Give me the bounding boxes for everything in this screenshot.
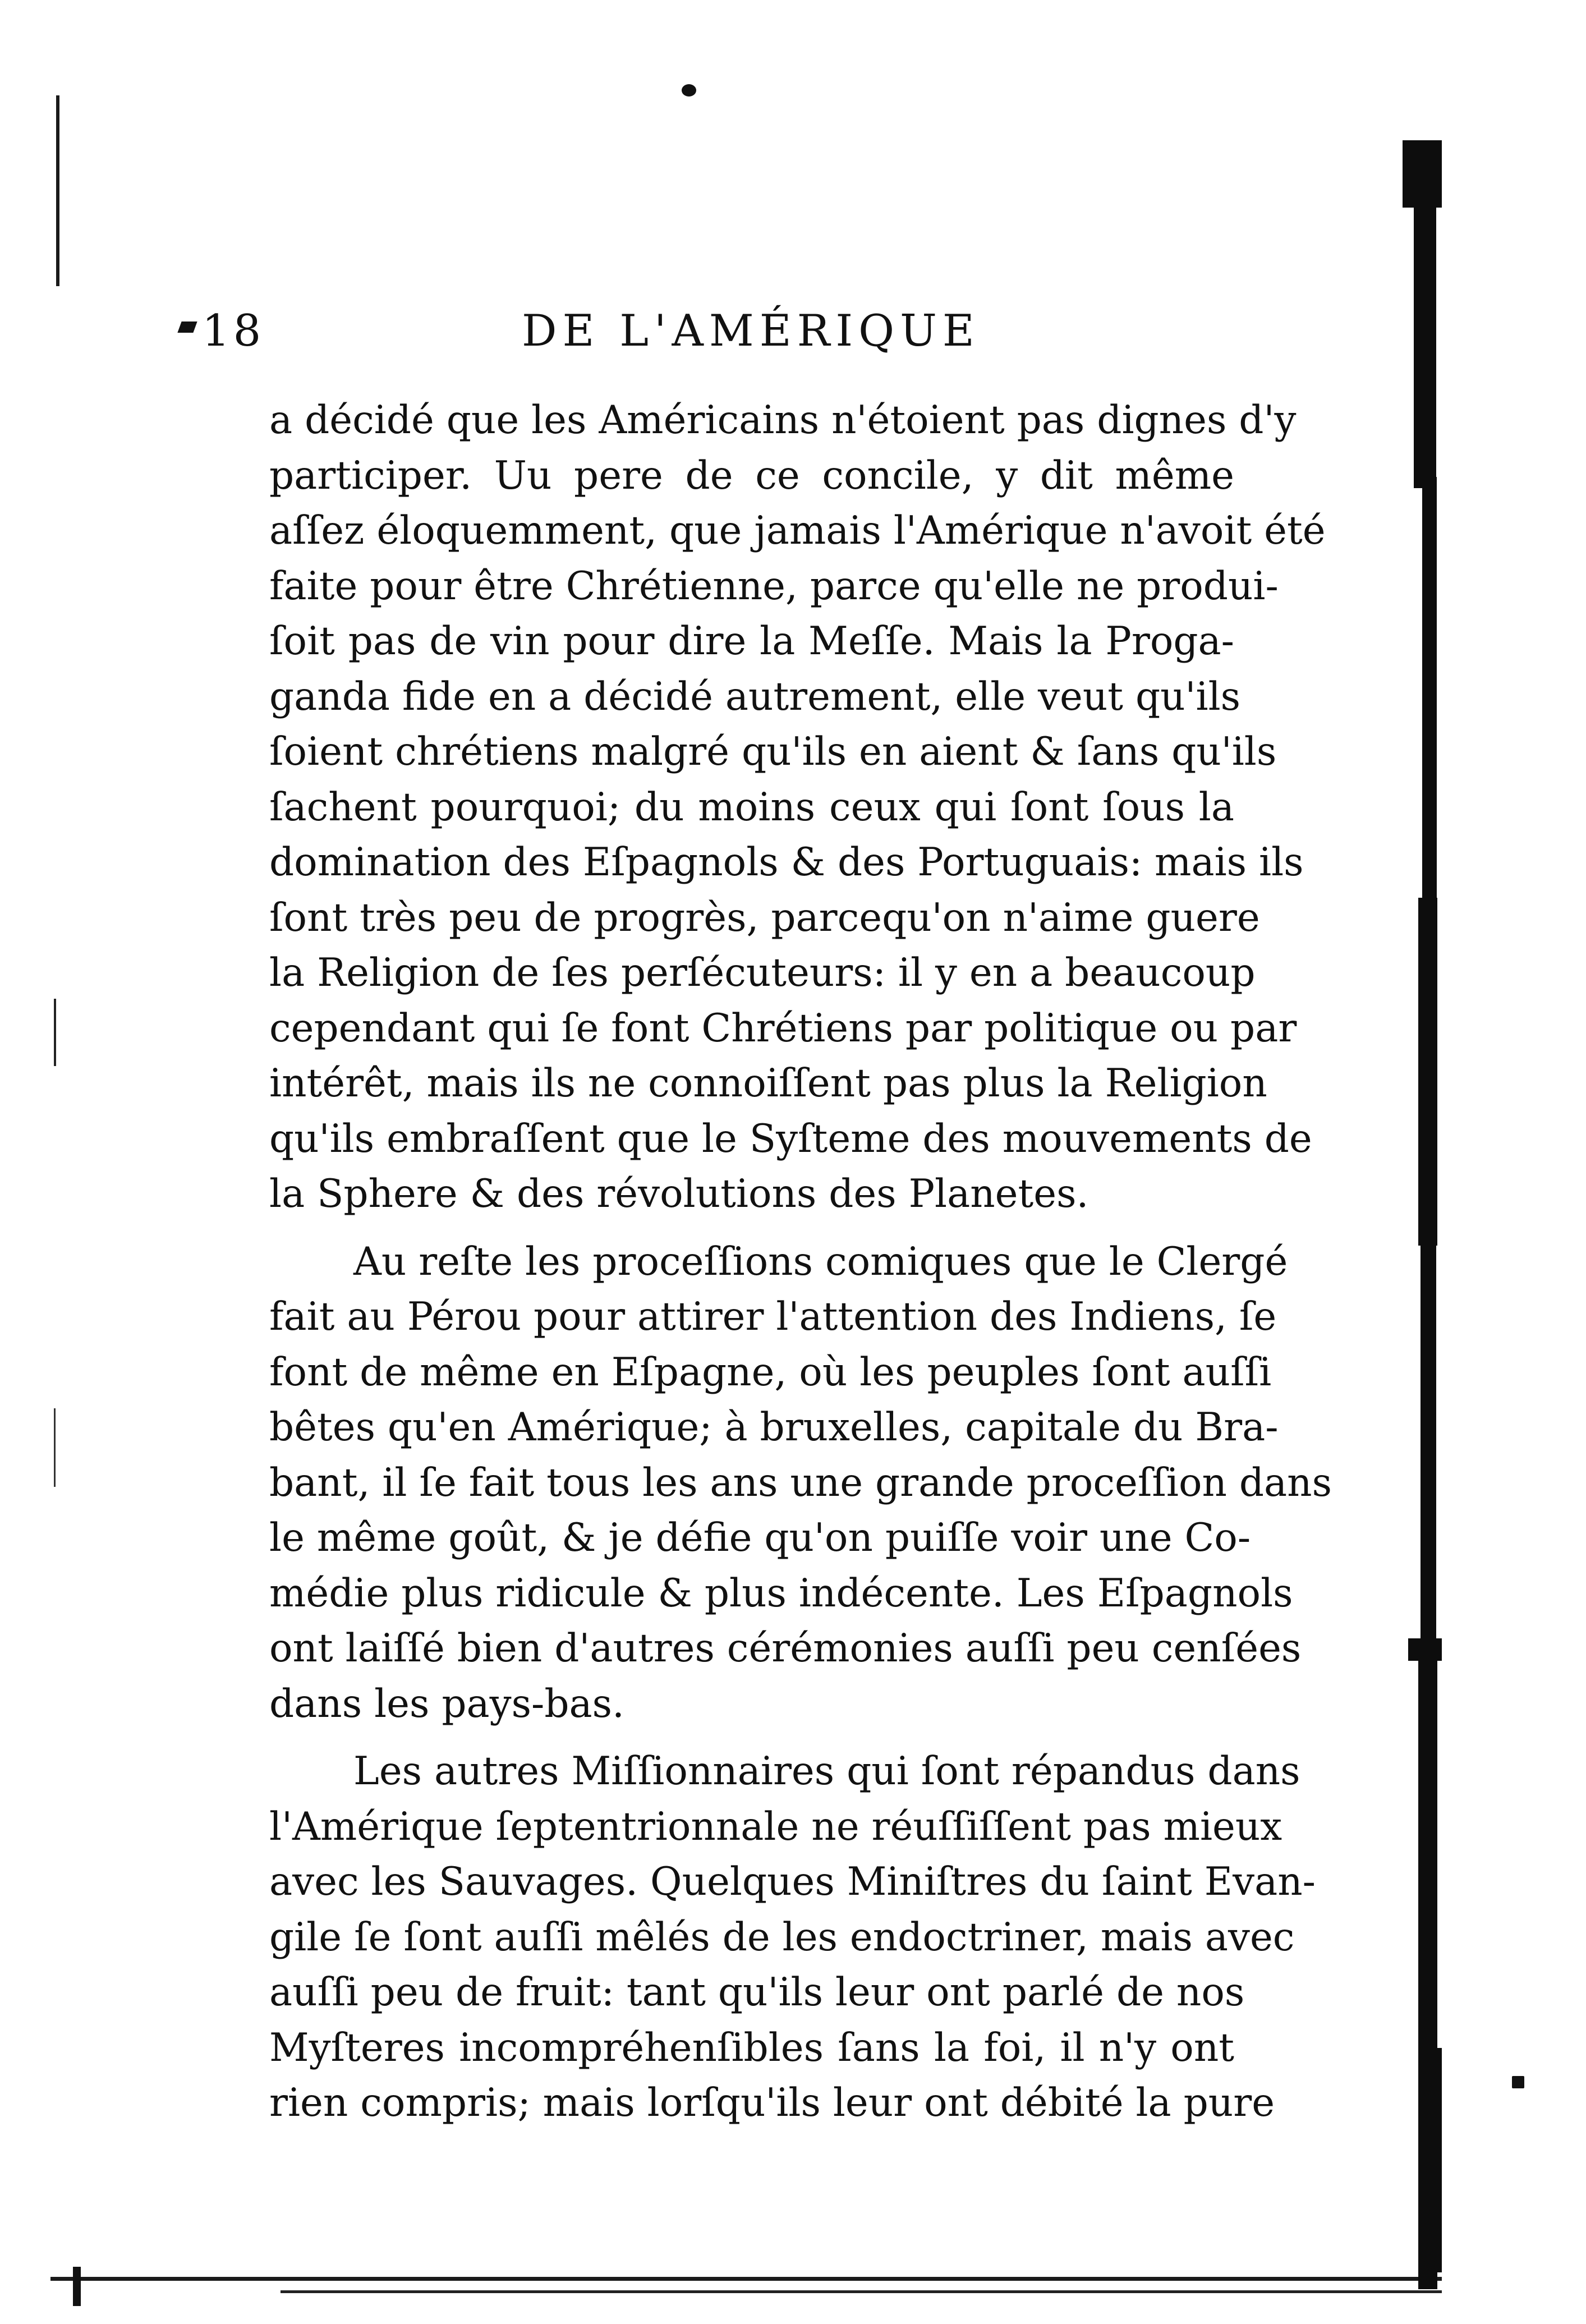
- bottom-rule: [281, 2290, 1442, 2293]
- bottom-corner-mark: [73, 2267, 81, 2306]
- text-line: cependant qui ſe font Chrétiens par politique ou par: [269, 1005, 1297, 1051]
- text-line: Au reſte les proceſſions comiques que le Clergé: [353, 1239, 1288, 1284]
- text-line: Les autres Miſſionnaires qui ſont répandus dans: [353, 1749, 1300, 1794]
- text-line: avec les Sauvages. Quelques Miniſtres du ſaint Evan-: [269, 1859, 1316, 1904]
- ink-spot: [1512, 2076, 1524, 2088]
- text-line: ſoient chrétiens malgré qu'ils en aient & ſans qu'ils: [269, 729, 1277, 774]
- text-line: faite pour être Chrétienne, parce qu'elle ne produi-: [269, 563, 1279, 609]
- text-line: rien compris; mais lorſqu'ils leur ont débité la pure: [269, 2080, 1275, 2125]
- text-line: médie plus ridicule & plus indécente. Les Eſpagnols: [269, 1570, 1293, 1616]
- running-title: DE L'AMÉRIQUE: [522, 306, 980, 356]
- text-line: la Sphere & des révolutions des Planetes.: [269, 1172, 1089, 1216]
- text-line: la Religion de ſes perſécuteurs: il y en a beaucoup: [269, 950, 1256, 995]
- paragraph-gap: [269, 1731, 1234, 1744]
- text-line: fait au Pérou pour attirer l'attention des Indiens, ſe: [269, 1294, 1277, 1339]
- bottom-rule: [50, 2277, 1442, 2281]
- page-number: 18: [202, 306, 265, 356]
- text-line: le même goût, & je défie qu'on puiſſe voir une Co-: [269, 1515, 1251, 1560]
- text-line: ont laiſſé bien d'autres cérémonies auſſi peu cenſées: [269, 1626, 1302, 1671]
- left-margin-mark: [54, 1408, 56, 1487]
- text-line: intérêt, mais ils ne connoiſſent pas plus la Religion: [269, 1061, 1267, 1106]
- text-line: ſachent pourquoi; du moins ceux qui ſont ſous la: [269, 784, 1234, 830]
- text-line: bant, il ſe fait tous les ans une grande proceſſion dans: [269, 1460, 1332, 1505]
- binding-gutter: [1391, 140, 1453, 2289]
- text-line: aſſez éloquemment, que jamais l'Amérique n'avoit été: [269, 508, 1326, 553]
- text-line: domination des Eſpagnols & des Portuguais: mais ils: [269, 840, 1304, 885]
- body-text: [269, 393, 1332, 2131]
- text-line: Myſteres incompréhenſibles ſans la foi, il n'y ont: [269, 2025, 1234, 2070]
- paragraph-gap: [269, 1222, 1234, 1234]
- paragraph: [269, 1234, 1332, 1732]
- text-line: qu'ils embraſſent que le Syſteme des mouvements de: [269, 1116, 1312, 1161]
- text-line: participer. Uu pere de ce concile, y dit même: [269, 453, 1234, 498]
- paragraph: [269, 1744, 1316, 2131]
- text-line: ſont très peu de progrès, parcequ'on n'aime guere: [269, 895, 1260, 940]
- left-margin-rule: [56, 95, 59, 286]
- text-line: ſoit pas de vin pour dire la Meſſe. Mais la Proga-: [269, 619, 1234, 664]
- ink-spot: [682, 84, 696, 97]
- text-line: gile ſe ſont auſſi mêlés de les endoctriner, mais avec: [269, 1914, 1295, 1960]
- paragraph: [269, 393, 1326, 1222]
- left-margin-mark: [54, 999, 56, 1066]
- text-line: dans les pays-bas.: [269, 1681, 624, 1726]
- running-head: [202, 306, 1043, 368]
- text-line: font de même en Eſpagne, où les peuples ſont auſſi: [269, 1349, 1272, 1395]
- header-ornament: [177, 321, 197, 333]
- text-line: ganda fide en a décidé autrement, elle veut qu'ils: [269, 674, 1241, 719]
- text-line: l'Amérique ſeptentrionnale ne réuſſiſſent pas mieux: [269, 1804, 1282, 1849]
- text-line: a décidé que les Américains n'étoient pas dignes d'y: [269, 398, 1297, 443]
- text-line: auſſi peu de fruit: tant qu'ils leur ont parlé de nos: [269, 1970, 1245, 2015]
- text-line: bêtes qu'en Amérique; à bruxelles, capitale du Bra-: [269, 1405, 1279, 1450]
